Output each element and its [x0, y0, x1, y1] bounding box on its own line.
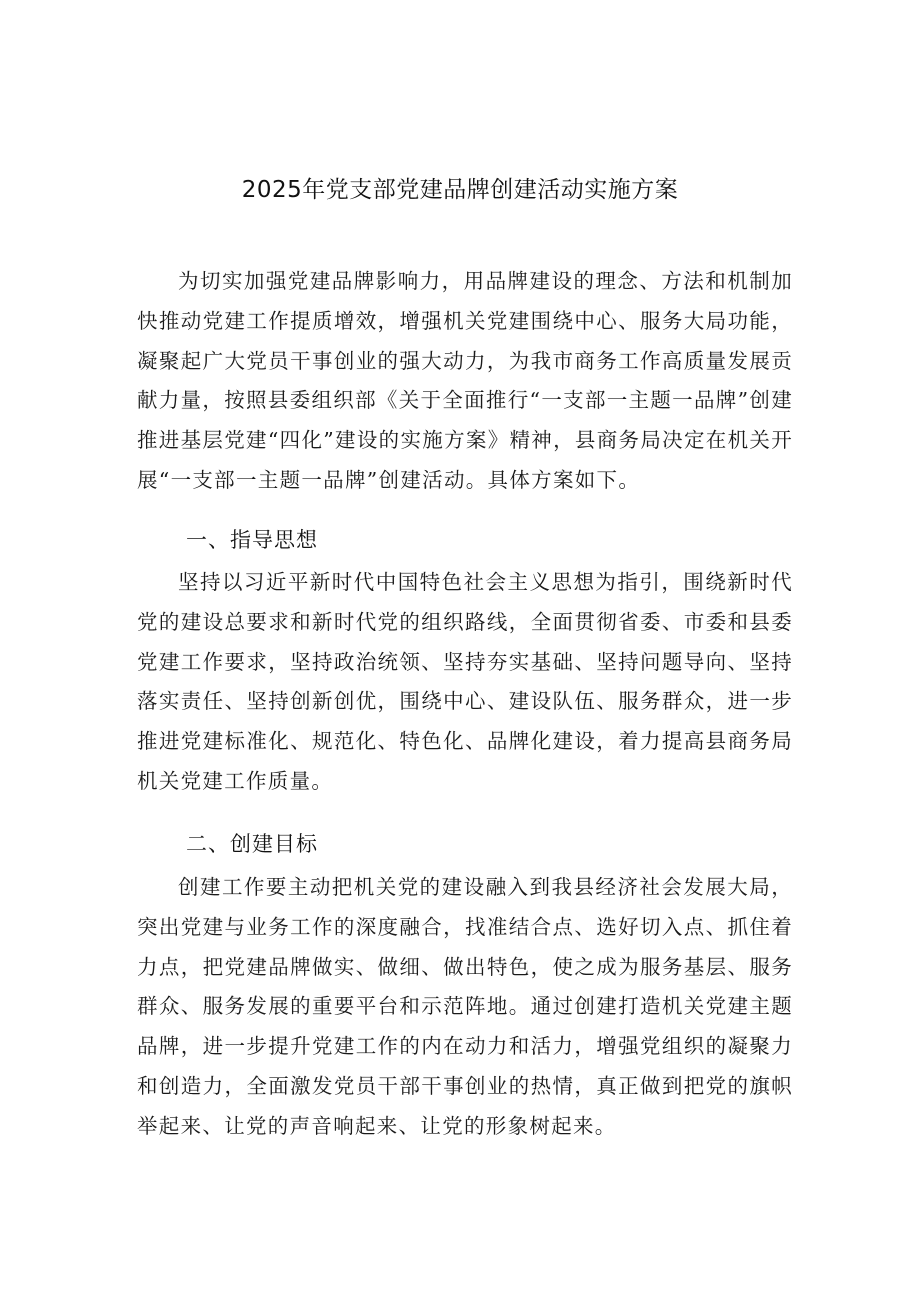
section-heading-creation-goals: 二、创建目标: [186, 832, 318, 856]
section-heading-guiding-ideology: 一、指导思想: [186, 528, 318, 552]
section-paragraph-guiding-ideology: 坚持以习近平新时代中国特色社会主义思想为指引，围绕新时代党的建设总要求和新时代党的组织路线，全面贯彻省委、市委和县委党建工作要求，坚持政治统领、坚持夯实基础、坚持问题导向、坚持落实责任、坚持创新创优，围绕中心、建设队伍、服务群众，进一步推进党建标准化、规范化、特色化、品牌化建设，着力提高县商务局机关党建工作质量。: [137, 570, 793, 793]
intro-paragraph: 为切实加强党建品牌影响力，用品牌建设的理念、方法和机制加快推动党建工作提质增效，增强机关党建围绕中心、服务大局功能，凝聚起广大党员干事创业的强大动力，为我市商务工作高质量发展贡献力量，按照县委组织部《关于全面推行“一支部一主题一品牌”创建推进基层党建“四化”建设的实施方案》精神，县商务局决定在机关开展“一支部一主题一品牌”创建活动。具体方案如下。: [137, 269, 793, 492]
document-title: 2025年党支部党建品牌创建活动实施方案: [241, 177, 679, 203]
section-paragraph-creation-goals: 创建工作要主动把机关党的建设融入到我县经济社会发展大局，突出党建与业务工作的深度融合，找准结合点、选好切入点、抓住着力点，把党建品牌做实、做细、做出特色，使之成为服务基层、服务群众、服务发展的重要平台和示范阵地。通过创建打造机关党建主题品牌，进一步提升党建工作的内在动力和活力，增强党组织的凝聚力和创造力，全面激发党员干部干事创业的热情，真正做到把党的旗帜举起来、让党的声音响起来、让党的形象树起来。: [137, 875, 793, 1138]
